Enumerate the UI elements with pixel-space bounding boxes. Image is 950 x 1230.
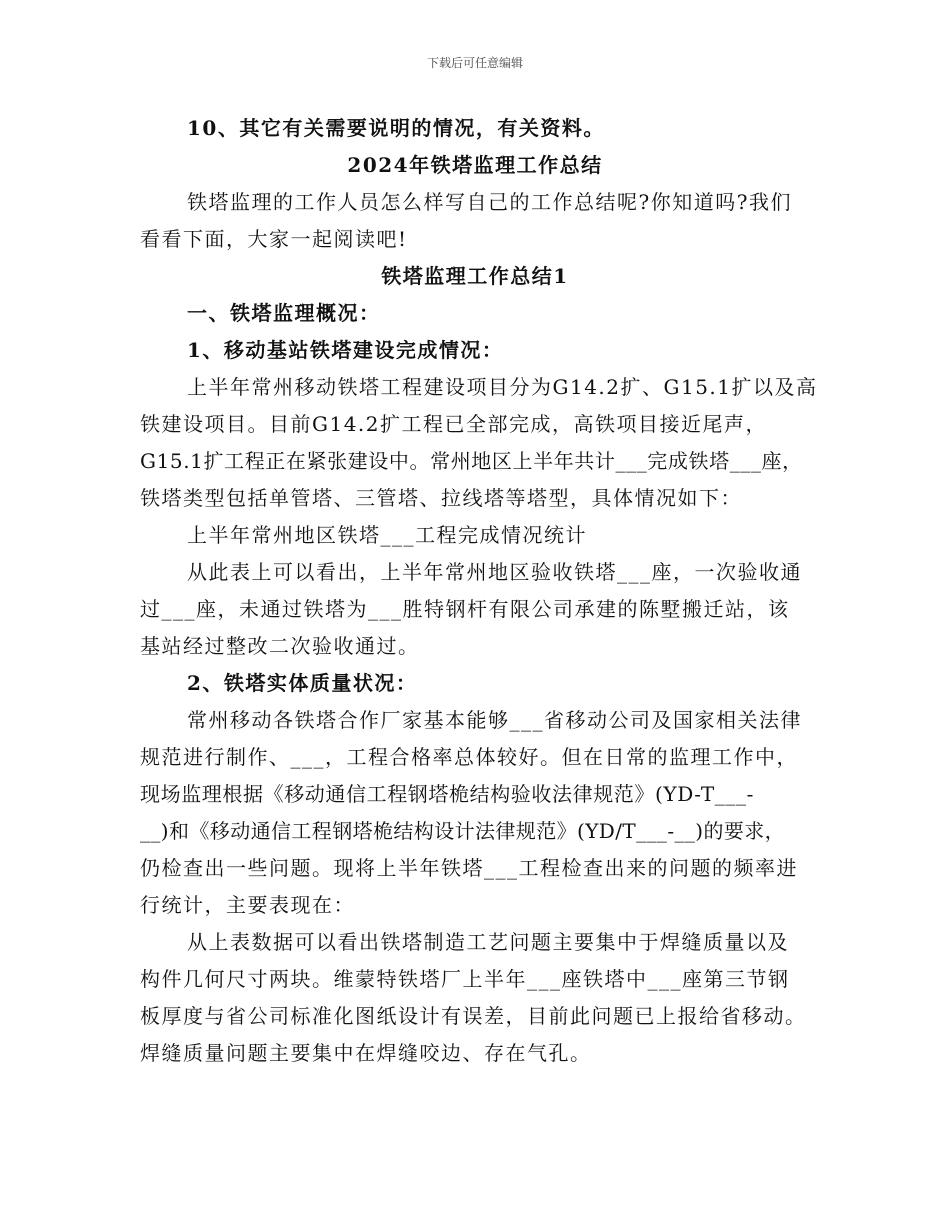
paragraph-4-line-3: 板厚度与省公司标准化图纸设计有误差，目前此问题已上报给省移动。	[140, 1004, 807, 1028]
intro-line-2: 看看下面，大家一起阅读吧!	[140, 227, 408, 251]
paragraph-1-line-2: 铁建设项目。目前G14.2扩工程已全部完成，高铁项目接近尾声，	[140, 412, 768, 436]
document-title: 2024年铁塔监理工作总结	[347, 153, 603, 177]
paragraph-1-line-1: 上半年常州移动铁塔工程建设项目分为G14.2扩、G15.1扩以及高	[187, 375, 818, 399]
paragraph-4-line-4: 焊缝质量问题主要集中在焊缝咬边、存在气孔。	[140, 1041, 592, 1065]
item-10-text: 10、其它有关需要说明的情况，有关资料。	[187, 116, 605, 140]
heading-quality: 2、铁塔实体质量状况：	[187, 671, 418, 695]
paragraph-1-line-4: 铁塔类型包括单管塔、三管塔、拉线塔等塔型，具体情况如下：	[140, 486, 742, 510]
paragraph-3-line-3: 现场监理根据《移动通信工程钢塔桅结构验收法律规范》(YD-T___-	[140, 782, 754, 806]
heading-overview: 一、铁塔监理概况：	[187, 301, 381, 325]
paragraph-1-line-3: G15.1扩工程正在紧张建设中。常州地区上半年共计___完成铁塔___座，	[140, 449, 803, 473]
paragraph-3-line-5: 仍检查出一些问题。现将上半年铁塔___工程检查出来的问题的频率进	[140, 856, 798, 880]
header-note: 下载后可任意编辑	[426, 56, 523, 70]
paragraph-2-line-2: 过___座，未通过铁塔为___胜特钢杆有限公司承建的陈墅搬迁站，该	[140, 597, 790, 621]
paragraph-4-line-1: 从上表数据可以看出铁塔制造工艺问题主要集中于焊缝质量以及	[187, 930, 789, 954]
paragraph-3-line-2: 规范进行制作、___，工程合格率总体较好。但在日常的监理工作中，	[140, 745, 798, 769]
table-caption: 上半年常州地区铁塔___工程完成情况统计	[187, 523, 587, 547]
paragraph-2-line-1: 从此表上可以看出，上半年常州地区验收铁塔___座，一次验收通	[187, 560, 802, 584]
heading-construction: 1、移动基站铁塔建设完成情况：	[187, 338, 504, 362]
paragraph-3-line-4: __)和《移动通信工程钢塔桅结构设计法律规范》(YD/T___-__)的要求，	[140, 819, 786, 843]
paragraph-3-line-1: 常州移动各铁塔合作厂家基本能够___省移动公司及国家相关法律	[187, 708, 802, 732]
paragraph-4-line-2: 构件几何尺寸两块。维蒙特铁塔厂上半年___座铁塔中___座第三节钢	[140, 967, 790, 991]
intro-line-1: 铁塔监理的工作人员怎么样写自己的工作总结呢?你知道吗?我们	[187, 190, 792, 214]
section-title: 铁塔监理工作总结1	[381, 264, 569, 288]
paragraph-2-line-3: 基站经过整改二次验收通过。	[140, 634, 420, 658]
paragraph-3-line-6: 行统计，主要表现在：	[140, 893, 355, 917]
